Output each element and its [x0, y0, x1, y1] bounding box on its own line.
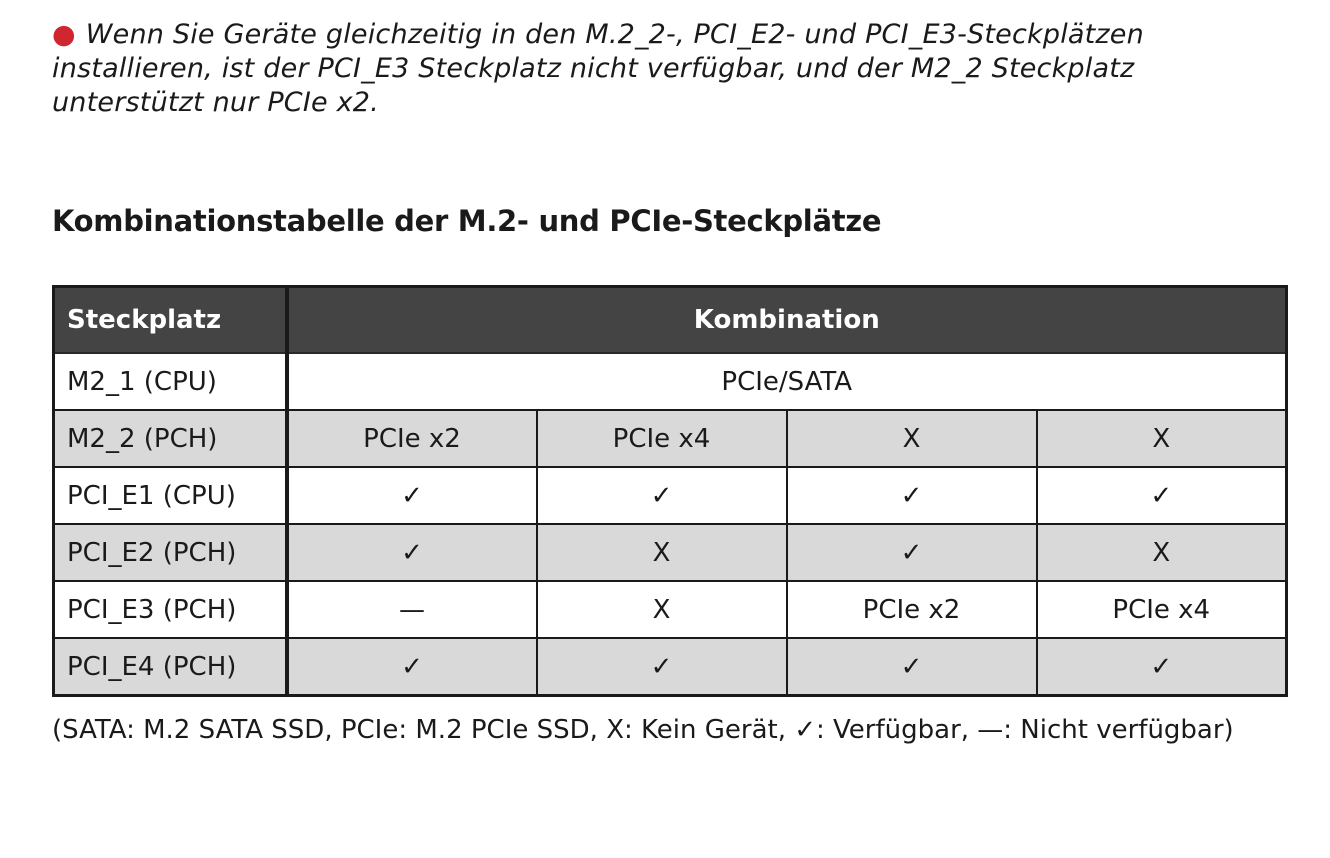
combination-cell: X: [537, 524, 787, 581]
combination-cell: ✓: [1037, 467, 1287, 524]
combination-cell: PCIe/SATA: [287, 353, 1287, 410]
combination-cell: ✓: [1037, 638, 1287, 696]
combination-cell: PCIe x2: [287, 410, 537, 467]
table-row: [54, 467, 1287, 524]
table-legend: (SATA: M.2 SATA SSD, PCIe: M.2 PCIe SSD, X: Kein Gerät, ✓: Verfügbar, —: Nicht verfügbar): [52, 715, 1234, 745]
table-row: [54, 410, 1287, 467]
slot-cell: M2_1 (CPU): [54, 353, 287, 410]
combination-cell: ✓: [537, 467, 787, 524]
header-combination: Kombination: [287, 287, 1287, 354]
slot-cell: PCI_E1 (CPU): [54, 467, 287, 524]
combination-cell: X: [1037, 410, 1287, 467]
note-text: Wenn Sie Geräte gleichzeitig in den M.2_2-, PCI_E2- und PCI_E3-Steckplätzen installieren, ist der PCI_E3 Steckplatz nicht verfügbar, und der M2_2 Steckplatz unterstützt nur PCIe x2.: [52, 19, 1144, 118]
combination-cell: ✓: [537, 638, 787, 696]
combination-cell: ✓: [787, 467, 1037, 524]
combination-cell: ✓: [787, 524, 1037, 581]
combination-cell: PCIe x4: [537, 410, 787, 467]
combination-cell: PCIe x2: [787, 581, 1037, 638]
combination-cell: ✓: [287, 524, 537, 581]
note-paragraph: [52, 18, 1252, 120]
slot-cell: PCI_E3 (PCH): [54, 581, 287, 638]
header-slot: Steckplatz: [54, 287, 287, 354]
combination-table: [52, 285, 1288, 697]
combination-cell: PCIe x4: [1037, 581, 1287, 638]
combination-cell: X: [1037, 524, 1287, 581]
section-title: Kombinationstabelle der M.2- und PCIe-Steckplätze: [52, 204, 882, 238]
slot-cell: PCI_E2 (PCH): [54, 524, 287, 581]
table-row: [54, 638, 1287, 696]
combination-cell: ✓: [787, 638, 1037, 696]
table-row: [54, 353, 1287, 410]
table-row: [54, 524, 1287, 581]
combination-cell: —: [287, 581, 537, 638]
combination-cell: X: [537, 581, 787, 638]
slot-cell: M2_2 (PCH): [54, 410, 287, 467]
bullet-icon: ●: [52, 19, 76, 50]
combination-cell: X: [787, 410, 1037, 467]
combination-cell: ✓: [287, 638, 537, 696]
table-row: [54, 581, 1287, 638]
table-header-row: [54, 287, 1287, 354]
combination-cell: ✓: [287, 467, 537, 524]
slot-cell: PCI_E4 (PCH): [54, 638, 287, 696]
